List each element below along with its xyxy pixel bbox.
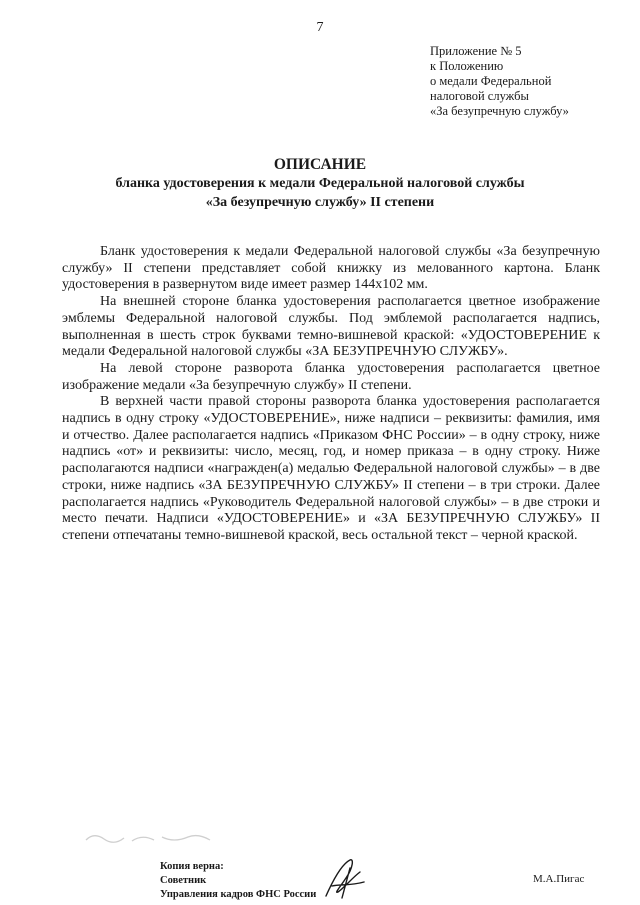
document-body <box>62 244 600 545</box>
document-title: ОПИСАНИЕ <box>273 156 367 173</box>
appendix-line: о медали Федеральной <box>430 74 552 88</box>
document-heading <box>0 155 640 212</box>
appendix-line: к Положению <box>430 59 504 73</box>
appendix-reference <box>430 44 569 119</box>
body-paragraph: На левой стороне разворота бланка удостоверения располагается цветное изображение медали «За безупречную службу» II степени. <box>62 360 600 393</box>
page-number: 7 <box>316 20 324 35</box>
document-subtitle: бланка удостоверения к медали Федеральной налоговой службы <box>115 176 525 191</box>
signature-icon <box>320 856 370 902</box>
body-paragraph: На внешней стороне бланка удостоверения располагается цветное изображение эмблемы Федеральной налоговой службы. Под эмблемой располагается надпись, выполненная в шесть строк буквами темно-вишневой краской: «УДОСТОВЕРЕНИЕ к медали Федеральной налоговой службы «ЗА БЕЗУПРЕЧНУЮ СЛУЖБУ». <box>62 294 600 360</box>
appendix-line: Приложение № 5 <box>430 44 522 58</box>
certification-block <box>160 860 316 902</box>
body-paragraph: В верхней части правой стороны разворота бланка удостоверения располагается надпись в одну строку «УДОСТОВЕРЕНИЕ», ниже надписи – реквизиты: фамилия, имя и отчество. Далее располагается надпись «Приказом ФНС России» – в одну строку, ниже надпись «от» и реквизиты: число, месяц, год, и номер приказа – в одну строку. Ниже располагаются надписи «награжден(а) медалью Федеральной налоговой службы» – в две строки, ниже надпись «ЗА БЕЗУПРЕЧНУЮ СЛУЖБУ» II степени – в три строки. Далее располагается надпись «Руководитель Федеральной налоговой службы» – в две строки и место печати. Надписи «УДОСТОВЕРЕНИЕ» и «ЗА БЕЗУПРЕЧНУЮ СЛУЖБУ» II степени отпечатаны темно-вишневой краской, весь остальной текст – черной краской. <box>62 394 600 543</box>
certification-line: Копия верна: <box>160 861 224 872</box>
body-paragraph: Бланк удостоверения к медали Федеральной налоговой службы «За безупречную службу» II степени представляет собой книжку из мелованного картона. Бланк удостоверения в развернутом виде имеет размер 144х102 мм. <box>62 244 600 293</box>
faded-stamp-icon <box>84 828 214 853</box>
signer-name: М.А.Пигас <box>533 873 585 885</box>
appendix-line: «За безупречную службу» <box>430 104 569 118</box>
certification-line: Управления кадров ФНС России <box>160 889 317 900</box>
document-subtitle-continued: «За безупречную службу» II степени <box>205 195 435 210</box>
faded-stamp-mark <box>84 828 214 850</box>
appendix-line: налоговой службы <box>430 89 529 103</box>
certification-line: Советник <box>160 875 207 886</box>
